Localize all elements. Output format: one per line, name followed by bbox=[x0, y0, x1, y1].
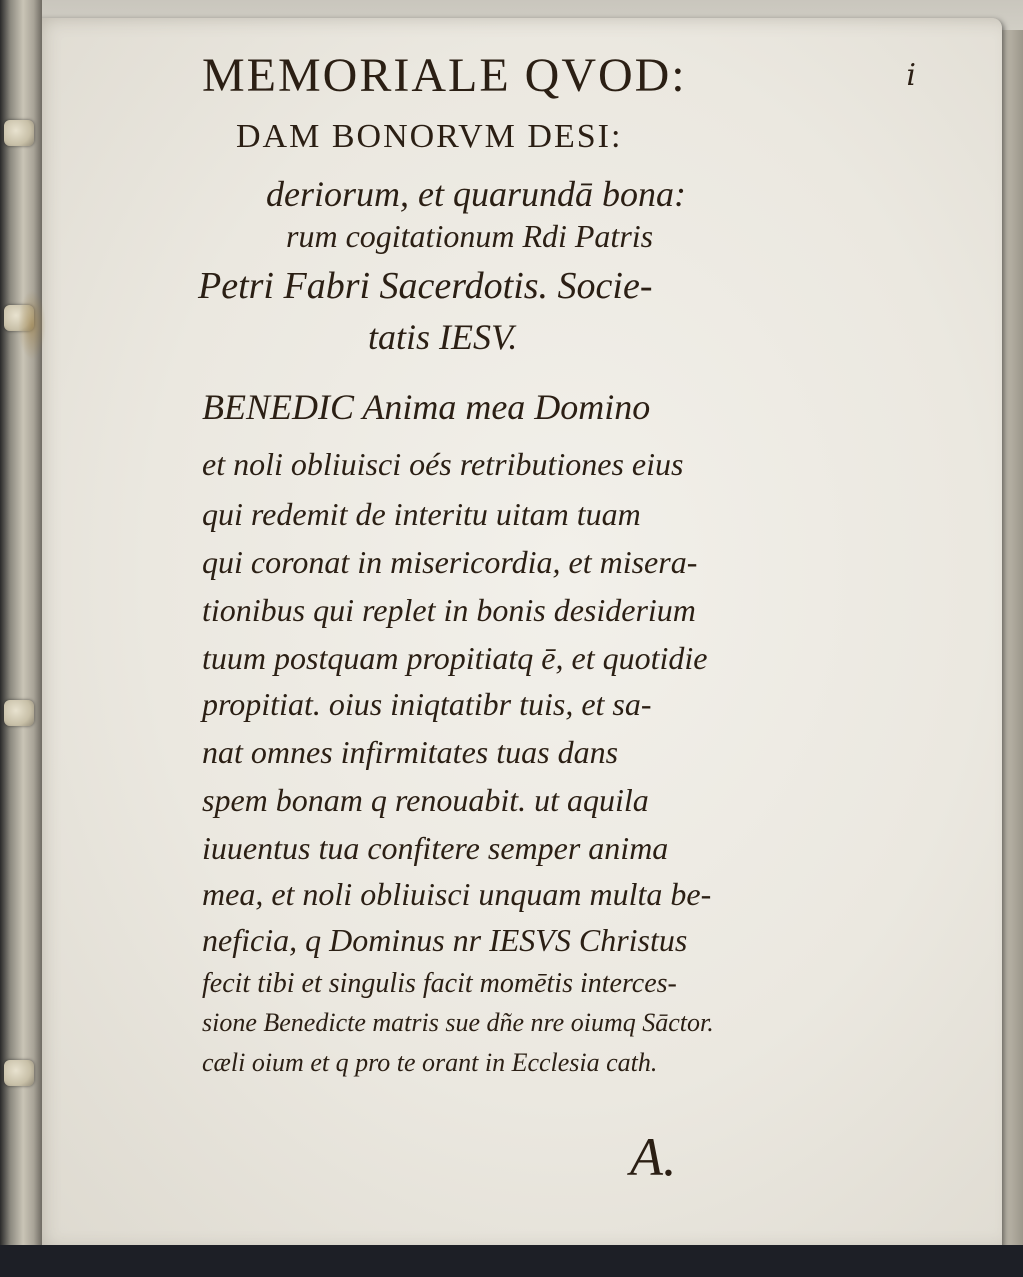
body-line: nat omnes infirmitates tuas dans bbox=[202, 734, 619, 770]
body-line: spem bonam q renouabit. ut aquila bbox=[202, 782, 649, 818]
folio-number: i bbox=[906, 58, 916, 93]
binding-stitch bbox=[4, 1060, 34, 1086]
title-line-2: DAM BONORVM DESI: bbox=[236, 118, 623, 155]
body-line: sione Benedicte matris sue dñe nre oiumq Sāctor. bbox=[202, 1008, 714, 1037]
body-line: qui coronat in misericordia, et misera- bbox=[202, 544, 698, 580]
book-spine bbox=[0, 0, 42, 1277]
subtitle-line-2: rum cogitationum Rdi Patris bbox=[286, 218, 654, 254]
manuscript-page bbox=[30, 18, 1002, 1250]
body-line: tuum postquam propitiatq ē, et quotidie bbox=[202, 640, 708, 676]
body-line: tionibus qui replet in bonis desiderium bbox=[202, 592, 696, 628]
stain-mark bbox=[18, 290, 46, 360]
binding-stitch bbox=[4, 700, 34, 726]
subtitle-line-4: tatis IESV. bbox=[368, 317, 518, 357]
body-line: mea, et noli obliuisci unquam multa be- bbox=[202, 876, 712, 912]
binding-stitch bbox=[4, 120, 34, 146]
subtitle-line-3: Petri Fabri Sacerdotis. Socie- bbox=[198, 265, 653, 307]
body-line: neficia, q Dominus nr IESVS Christus bbox=[202, 922, 688, 958]
body-line: cæli oium et q pro te orant in Ecclesia cath. bbox=[202, 1048, 658, 1077]
body-line: fecit tibi et singulis facit momētis interces- bbox=[202, 968, 677, 999]
catchword-signature: A. bbox=[630, 1127, 677, 1187]
scan-background bbox=[0, 1245, 1023, 1277]
body-line: et noli obliuisci oés retributiones eius bbox=[202, 446, 684, 482]
body-line: qui redemit de interitu uitam tuam bbox=[202, 496, 641, 532]
subtitle-line-1: deriorum, et quarundā bona: bbox=[266, 174, 686, 214]
body-line: iuuentus tua confitere semper anima bbox=[202, 830, 669, 866]
title-line-1: MEMORIALE QVOD: bbox=[202, 49, 687, 102]
body-line: BENEDIC Anima mea Domino bbox=[202, 387, 651, 427]
body-line: propitiat. oius iniqtatibr tuis, et sa- bbox=[202, 686, 652, 722]
